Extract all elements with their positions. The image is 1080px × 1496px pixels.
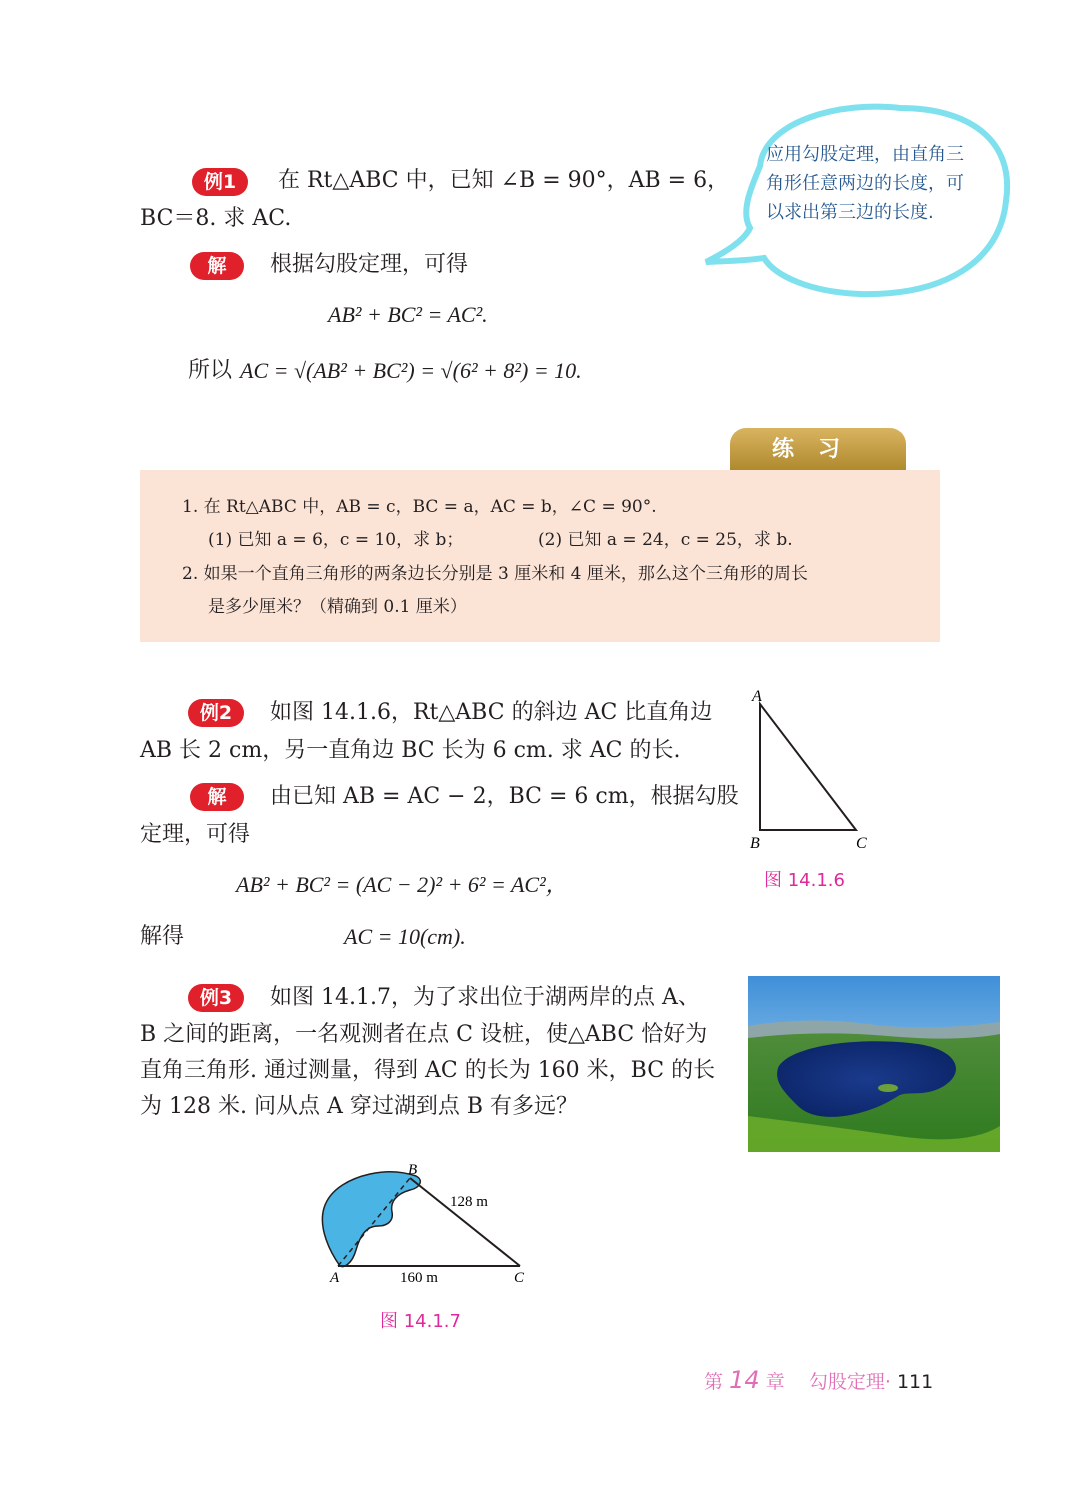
practice-question-2-line-2: 是多少厘米？（精确到 0.1 厘米） bbox=[208, 597, 467, 617]
example-3-line-1: 如图 14.1.7，为了求出位于湖两岸的点 A、 bbox=[270, 985, 700, 1010]
example-1-solution-line: 根据勾股定理，可得 bbox=[270, 252, 469, 277]
fig7-label-a: A bbox=[330, 1270, 340, 1286]
example-2-formula-1: AB² + BC² = (AC − 2)² + 6² = AC²， bbox=[236, 872, 568, 897]
example-3-line-4: 为 128 米. 问从点 A 穿过湖到点 B 有多远？ bbox=[140, 1094, 578, 1119]
example-1-formula-2: AC = √(AB² + BC²) = √(6² + 8²) = 10. bbox=[240, 358, 582, 383]
fig7-bc-length: 128 m bbox=[450, 1194, 488, 1210]
lake-photo bbox=[748, 976, 1000, 1152]
practice-tab: 练习 bbox=[730, 428, 906, 470]
example-2-solution-line-1: 由已知 AB = AC − 2，BC = 6 cm，根据勾股 bbox=[270, 784, 739, 809]
example-2-solution-badge: 解 bbox=[190, 783, 244, 811]
side-bc bbox=[410, 1178, 520, 1266]
right-triangle bbox=[760, 704, 856, 830]
example-1-formula-2-prefix: 所以 bbox=[188, 358, 233, 383]
fig6-label-a: A bbox=[752, 688, 762, 705]
bubble-text: 应用勾股定理，由直角三角形任意两边的长度，可以求出第三边的长度. bbox=[766, 144, 964, 223]
example-3-badge: 例3 bbox=[188, 984, 244, 1012]
page-number: 111 bbox=[896, 1371, 934, 1393]
chapter-number: 14 bbox=[729, 1366, 760, 1394]
practice-question-1: 1. 在 Rt△ABC 中，AB = c，BC = a，AC = b，∠C = 90°. bbox=[182, 497, 657, 517]
practice-box bbox=[140, 470, 940, 642]
lake-shape bbox=[322, 1172, 420, 1267]
figure-14-1-7 bbox=[312, 1156, 542, 1290]
fig7-ac-length: 160 m bbox=[400, 1270, 438, 1286]
chapter-title: 勾股定理· bbox=[808, 1371, 891, 1393]
example-2-result: AC = 10(cm). bbox=[344, 924, 466, 949]
figure-14-1-7-caption: 图 14.1.7 bbox=[380, 1311, 461, 1332]
example-1-line-2: BC＝8. 求 AC. bbox=[140, 206, 292, 231]
practice-question-1b: (2) 已知 a = 24，c = 25，求 b. bbox=[538, 530, 793, 550]
fig7-label-b: B bbox=[408, 1162, 418, 1178]
figure-14-1-6 bbox=[740, 686, 880, 856]
chapter-suffix: 章 bbox=[765, 1371, 785, 1393]
fig6-label-b: B bbox=[750, 835, 760, 852]
practice-question-1a: (1) 已知 a = 6，c = 10，求 b； bbox=[208, 530, 464, 550]
example-2-solution-line-2: 定理，可得 bbox=[140, 822, 251, 847]
practice-question-2-line-1: 2. 如果一个直角三角形的两条边长分别是 3 厘米和 4 厘米，那么这个三角形的周长 bbox=[182, 564, 808, 584]
figure-14-1-6-caption: 图 14.1.6 bbox=[764, 870, 845, 891]
fig7-label-c: C bbox=[514, 1270, 525, 1286]
fig6-label-c: C bbox=[856, 835, 867, 852]
example-2-line-2: AB 长 2 cm，另一直角边 BC 长为 6 cm. 求 AC 的长. bbox=[140, 738, 681, 763]
example-1-line-1: 在 Rt△ABC 中，已知 ∠B = 90°，AB = 6， bbox=[278, 168, 730, 193]
example-2-line-1: 如图 14.1.6，Rt△ABC 的斜边 AC 比直角边 bbox=[270, 700, 713, 725]
page-footer bbox=[704, 1366, 933, 1394]
example-1-badge: 例1 bbox=[192, 168, 248, 196]
chapter-prefix: 第 bbox=[704, 1371, 724, 1393]
example-1-solution-badge: 解 bbox=[190, 252, 244, 280]
example-3-line-3: 直角三角形. 通过测量，得到 AC 的长为 160 米，BC 的长 bbox=[140, 1058, 716, 1083]
example-1-formula-1: AB² + BC² = AC². bbox=[328, 302, 488, 327]
example-3-line-2: B 之间的距离，一名观测者在点 C 设桩，使△ABC 恰好为 bbox=[140, 1022, 708, 1047]
example-2-result-prefix: 解得 bbox=[140, 924, 185, 949]
example-2-badge: 例2 bbox=[188, 699, 244, 727]
